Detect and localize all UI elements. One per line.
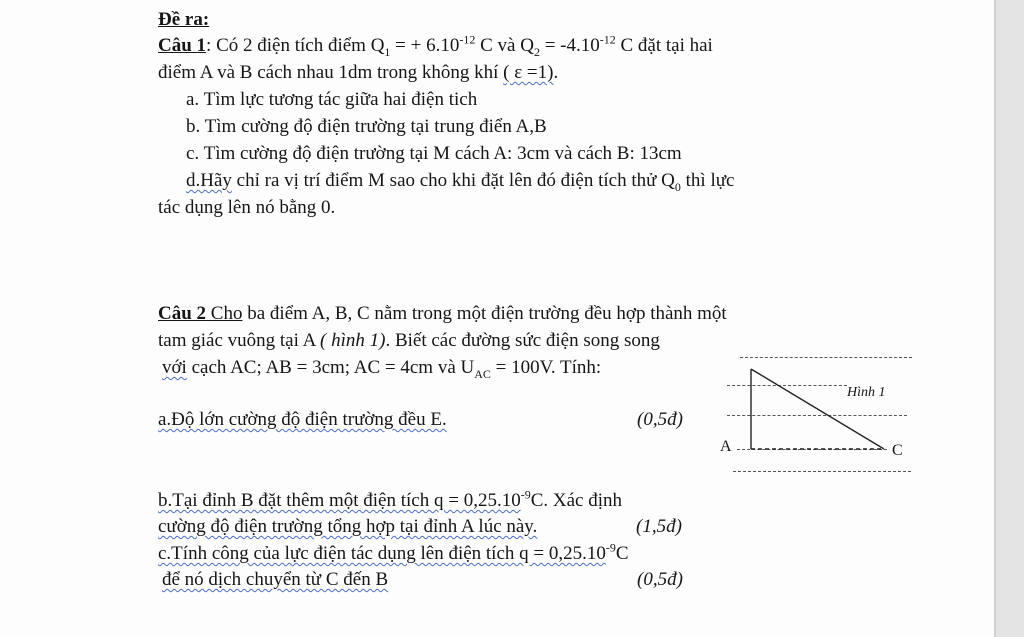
figure-caption: Hình 1	[847, 385, 886, 400]
q1-item-a: a. Tìm lực tương tác giữa hai điện tich	[186, 89, 478, 110]
q2-label: Câu 2	[158, 303, 207, 324]
q2-part-a: a.Độ lớn cường độ điện trường đều E.	[158, 409, 447, 430]
q1-item-d: d.Hãy chỉ ra vị trí điểm M sao cho khi đặt lên đó điện tích thử $Q_0$ thì lực	[186, 170, 735, 194]
q1-item-c: c. Tìm cường độ điện trường tại M cách A: 3cm và cách B: 13cm	[186, 143, 682, 164]
field-line	[740, 357, 912, 358]
q2-part-c-line-2: để nó dịch chuyển từ C đến B	[162, 569, 389, 590]
q2-line-3: với cạch AC; AB = 3cm; AC = 4cm và $U_{AC} = 100V$. Tính:	[162, 357, 602, 381]
q2-line-1: Câu 2 Cho ba điểm A, B, C nằm trong một điện trường đều hợp thành một	[158, 303, 727, 324]
q1-line-1: Câu 1: Có 2 điện tích điểm $Q_1$ = + $6.10^{-12}$ C và $Q_2 = -4.10^{-12}$ C đặt tại hai	[158, 32, 713, 59]
q2-line-2: tam giác vuông tại A ( hình 1). Biết các đường sức điện song song	[158, 330, 660, 351]
field-line	[733, 471, 911, 472]
q1-item-b: b. Tìm cường độ điện trường tại trung điển A,B	[186, 116, 547, 137]
q1-label: Câu 1	[158, 35, 207, 56]
vertex-a-label: A	[720, 438, 732, 455]
q2-part-b-points: (1,5đ)	[636, 516, 682, 537]
q2-part-c-points: (0,5đ)	[637, 569, 683, 590]
q2-part-c-line-1: c.Tính công của lực điện tác dụng lên điện tích $q = 0,25.10^{-9}C$	[158, 540, 629, 564]
vertex-c-label: C	[892, 442, 903, 459]
q2-part-b-line-2: cường độ điện trường tổng hợp tại đỉnh A lúc này.	[158, 516, 538, 537]
q2-part-b-line-1: b.Tại đỉnh B đặt thêm một điện tích $q = 0,25.10^{-9}C$. Xác định	[158, 487, 622, 511]
q1-line-2: điểm A và B cách nhau 1dm trong không khí ( ε =1).	[158, 62, 559, 83]
triangle-abc	[740, 360, 900, 460]
q1-item-d-line-2: tác dụng lên nó bằng 0.	[158, 197, 336, 218]
exam-heading: Đề ra:	[158, 9, 210, 30]
window-edge	[994, 0, 1024, 637]
q2-part-a-points: (0,5đ)	[637, 409, 683, 430]
